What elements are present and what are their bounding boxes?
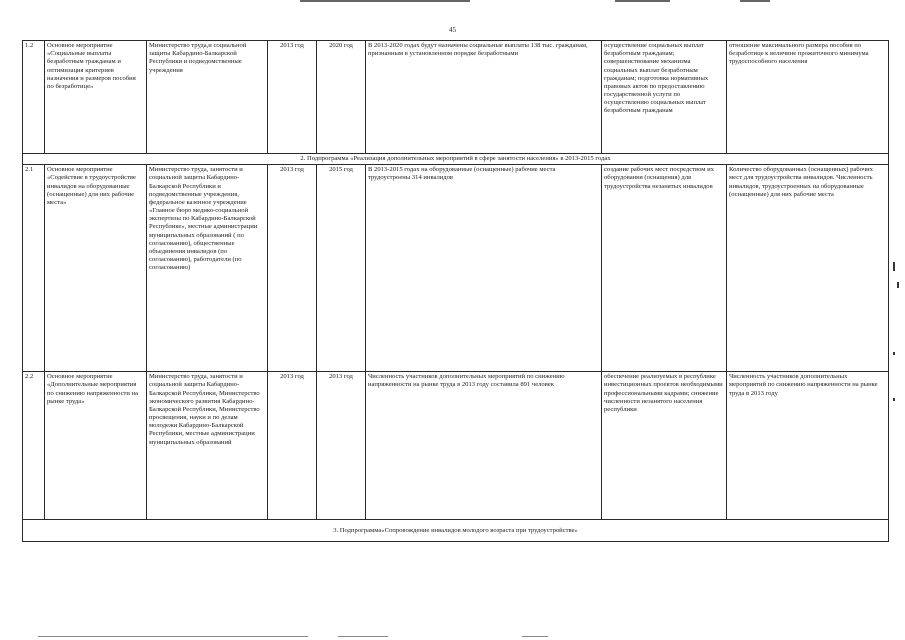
expected-result: В 2013-2020 годах будут назначены социальные выплаты 138 тыс. гражданам, признанным в установленном порядке безработными: [366, 41, 602, 154]
start-year: 2013 год: [268, 372, 317, 520]
scan-artifact-bottom: [338, 636, 388, 637]
implementation-directions: осуществление социальных выплат безработным гражданам; совершенствование механизма социальных выплат безработным гражданам; подготовка нормативных правовых актов по предоставлению государственной услуги по осуществлению социальных выплат безработным гражданам: [602, 41, 727, 154]
target-indicator: Количество оборудованных (оснащенных) рабочих мест для трудоустройства инвалидов. Численность инвалидов, трудоустроенных на оборудованные (оснащенные) для них рабочие места: [727, 165, 889, 372]
scan-artifact-top: [615, 0, 670, 2]
end-year: 2015 год: [317, 165, 366, 372]
row-number: 2.1: [23, 165, 45, 372]
margin-mark: [893, 262, 895, 271]
start-year: 2013 год: [268, 165, 317, 372]
target-indicator: отношение максимального размера пособия по безработице к величине прожиточного минимума трудоспособного населения: [727, 41, 889, 154]
row-number: 2.2: [23, 372, 45, 520]
table-row: [23, 165, 889, 372]
subprogram-title: 2. Подпрограмма «Реализация дополнительных мероприятий в сфере занятости населения» в 2013-2015 годах: [23, 154, 889, 165]
responsible-executor: Министерство труда,и социальной защиты Кабардино-Балкарской Республики и подведомственные учреждения: [147, 41, 268, 154]
activity-name: Основное мероприятие «Социальные выплаты безработным гражданам и оптимизация критериев назначения и размеров пособия по безработице»: [45, 41, 147, 154]
scan-artifact-top: [740, 0, 770, 2]
margin-mark: [893, 398, 895, 401]
start-year: 2013 год: [268, 41, 317, 154]
table-row: [23, 372, 889, 520]
scan-artifact-bottom: [38, 636, 308, 637]
margin-mark: [897, 282, 899, 288]
margin-mark: [893, 352, 895, 355]
scan-artifact-top: [300, 0, 470, 2]
subprogram-title: 3. Подпрограмма«Сопровождение инвалидов молодого возраста при трудоустройстве»: [23, 520, 889, 542]
end-year: 2013 год: [317, 372, 366, 520]
end-year: 2020 год: [317, 41, 366, 154]
target-indicator: Численность участников дополнительных мероприятий по снижению напряженности на рынке труда в 2013 году: [727, 372, 889, 520]
expected-result: В 2013-2015 годах на оборудованные (оснащенные) рабочие места трудоустроены 314 инвалидов: [366, 165, 602, 372]
subprogram-header-row: [23, 520, 889, 542]
activity-name: Основное мероприятие «Содействие в трудоустройстве инвалидов на оборудованные (оснащенные) для них рабочие места»: [45, 165, 147, 372]
responsible-executor: Министерство труда, занятости и социальной защиты Кабардино-Балкарской Республики и подведомственные учреждения, федеральное казенное учреждение «Главное бюро медико-социальной экспертизы по Кабардино-Балкарской Республике», местные администрации муниципальных образований ( по согласованию), общественные объединения инвалидов (по согласованию), работодатели (по согласованию): [147, 165, 268, 372]
responsible-executor: Министерство труда, занятости и социальной защиты Кабардино-Балкарской Республики, Министерство экономического развития Кабардино-Балкарской Республики, Министерство просвещения, науки и по делам молодежи Кабардино-Балкарской Республики, местные администрации муниципальных образований: [147, 372, 268, 520]
implementation-directions: создание рабочих мест посредством их оборудования (оснащения) для трудоустройства незанятых инвалидов: [602, 165, 727, 372]
scan-artifact-bottom: [522, 636, 548, 637]
row-number: 1.2: [23, 41, 45, 154]
subprogram-header-row: [23, 154, 889, 165]
program-activities-table: [22, 40, 889, 542]
expected-result: Численность участников дополнительных мероприятий по снижению напряженности на рынке труда в 2013 году составила 891 человек: [366, 372, 602, 520]
page-number: 45: [449, 26, 456, 34]
activity-name: Основное мероприятие «Дополнительные мероприятия по снижению напряженности на рынке труда»: [45, 372, 147, 520]
table-row: [23, 41, 889, 154]
implementation-directions: обеспечение реализуемых в республике инвестиционных проектов необходимыми профессиональными кадрами; снижение численности незанятого населения республики: [602, 372, 727, 520]
